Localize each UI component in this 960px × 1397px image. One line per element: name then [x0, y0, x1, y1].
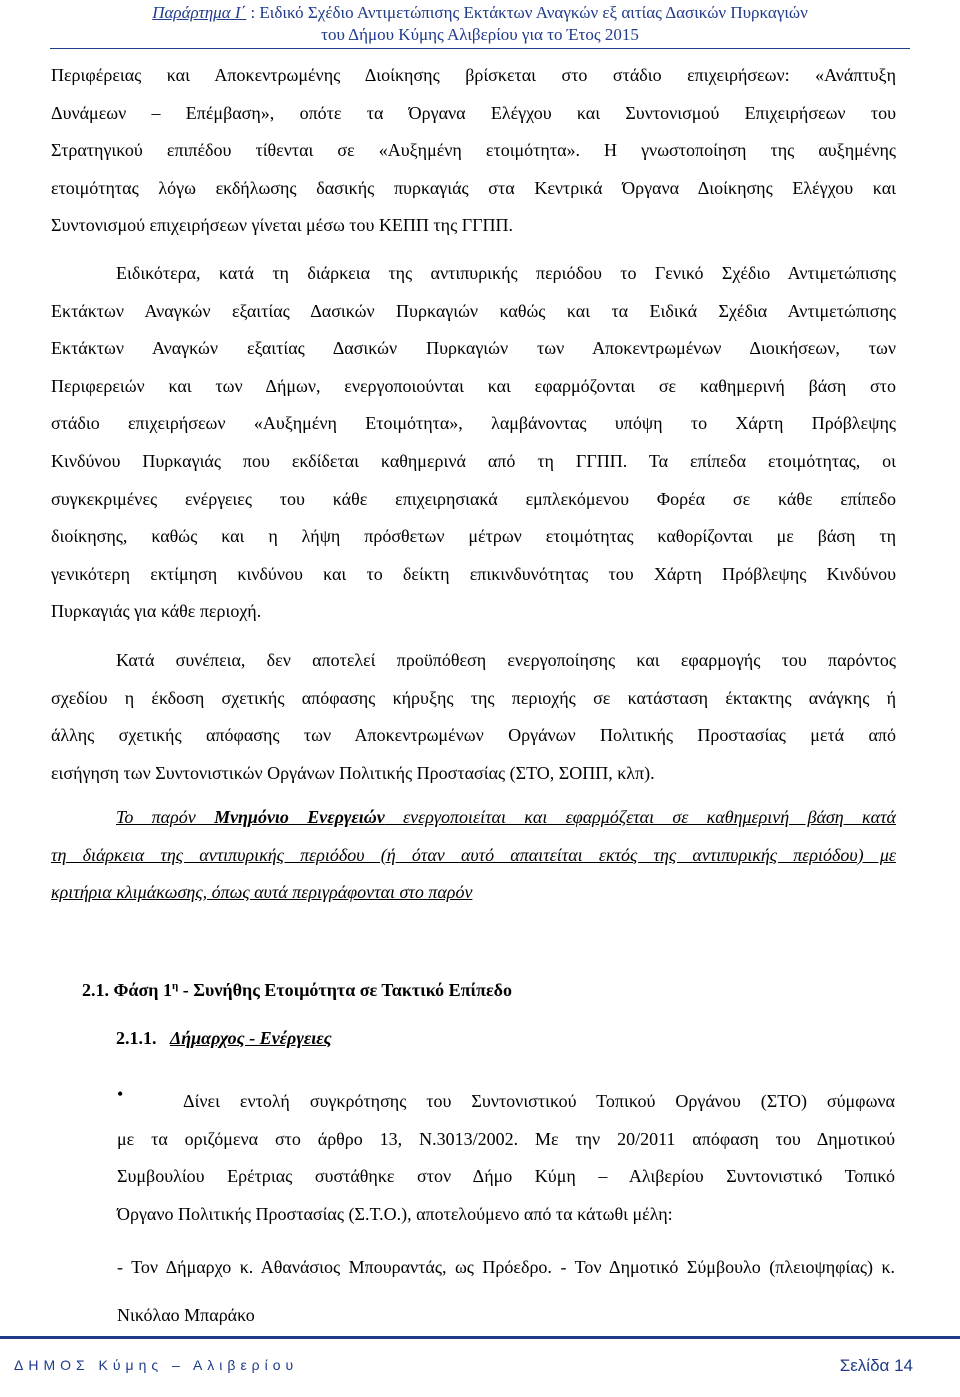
p4-emphasis: Μνημόνιο Ενεργειών [214, 807, 385, 827]
footer-divider [0, 1336, 960, 1339]
section-number: 2.1. [82, 980, 109, 1000]
section-title-start: Φάση 1 [109, 980, 172, 1000]
bullet-icon: • [117, 1084, 124, 1104]
p1-line: Συντονισμού επιχειρήσεων γίνεται μέσω του ΚΕΠΠ της ΓΓΠΠ. [51, 215, 514, 236]
section-title-sup: η [171, 980, 179, 992]
header-subtitle: του Δήμου Κύμης Αλιβερίου για το Έτος 2015 [321, 25, 639, 44]
p4-line [51, 799, 896, 837]
subsection-number: 2.1.1. [116, 1028, 157, 1048]
p3-line: σχεδίου η έκδοση σχετικής απόφασης κήρυξης της περιοχής σε κατάσταση έκτακτης ανάγκης ή [51, 687, 896, 708]
p1-line: ετοιμότητας λόγω εκδήλωσης δασικής πυρκαγιάς στα Κεντρικά Όργανα Διοίκησης Ελέγχου και [51, 177, 896, 198]
bullet-line: Συμβουλίου Ερέτριας συστάθηκε στον Δήμο Κύμη – Αλιβερίου Συντονιστικό Τοπικό [117, 1166, 895, 1187]
subsection-heading [116, 1028, 332, 1049]
header-annex-label: Παράρτημα Ι΄ [152, 3, 247, 22]
p2-line: στάδιο επιχειρήσεων «Αυξημένη Ετοιμότητα», λαμβάνοντας υπόψη το Χάρτη Πρόβλεψης [51, 413, 896, 434]
p1-line: Περιφέρειας και Αποκεντρωμένης Διοίκησης βρίσκεται στο στάδιο επιχειρήσεων: «Ανάπτυξη [51, 65, 896, 85]
footer-municipality: ΔΗΜΟΣ Κύμης – Αλιβερίου [14, 1357, 299, 1373]
p2-line: Εκτάκτων Αναγκών εξαιτίας Δασικών Πυρκαγιών καθώς και τα Ειδικά Σχέδια Αντιμετώπισης [51, 300, 896, 321]
paragraph-4 [51, 799, 896, 912]
p1-line: Στρατηγικού επιπέδου τίθενται σε «Αυξημένη ετοιμότητα». Η γνωστοποίηση της αυξημένης [51, 140, 896, 161]
paragraph-3 [51, 642, 896, 792]
p2-line: Εκτάκτων Αναγκών εξαιτίας Δασικών Πυρκαγιών των Αποκεντρωμένων Διοικήσεων, των [51, 338, 896, 359]
p4-text: Το παρόν [116, 807, 215, 827]
member-item: - Τον Δήμαρχο κ. Αθανάσιος Μπουραντάς, ως Πρόεδρο. [117, 1257, 552, 1277]
page-number: Σελίδα 14 [839, 1356, 913, 1375]
bullet-line: με τα οριζόμενα στο άρθρο 13, Ν.3013/2002. Με την 20/2011 απόφαση του Δημοτικού [117, 1128, 895, 1149]
section-title-end: - Συνήθης Ετοιμότητα σε Τακτικό Επίπεδο [178, 980, 513, 1000]
p2-line: Περιφερειών και των Δήμων, ενεργοποιούνται και εφαρμόζονται σε καθημερινή βάση στο [51, 375, 896, 396]
p3-line: άλλης σχετικής απόφασης των Αποκεντρωμένων Οργάνων Πολιτικής Προστασίας μετά από [51, 725, 896, 746]
p2-line: συγκεκριμένες ενέργειες του κάθε επιχειρησιακά εμπλεκόμενου Φορέα σε κάθε επίπεδο [51, 488, 896, 509]
p4-line: κριτήρια κλιμάκωσης, όπως αυτά περιγράφονται στο παρόν [51, 882, 473, 903]
section-heading [82, 980, 512, 1001]
p3-line: Κατά συνέπεια, δεν αποτελεί προϋπόθεση ενεργοποίησης και εφαρμογής του παρόντος [116, 650, 896, 670]
p4-text: ενεργοποιείται και εφαρμόζεται σε καθημερινή βάση κατά [384, 807, 896, 827]
bullet-paragraph [117, 1083, 895, 1233]
header-title: : Ειδικό Σχέδιο Αντιμετώπισης Εκτάκτων Αναγκών εξ αιτίας Δασικών Πυρκαγιών [246, 3, 808, 22]
p3-line: εισήγηση των Συντονιστικών Οργάνων Πολιτικής Προστασίας (ΣΤΟ, ΣΟΠΠ, κλπ). [51, 762, 655, 783]
member-item: - Τον Δημοτικό Σύμβουλο (πλειοψηφίας) κ. Νικόλαο Μπαράκο [117, 1257, 896, 1325]
paragraph-1 [51, 57, 896, 245]
subsection-title: Δήμαρχος - Ενέργειες [170, 1028, 332, 1048]
bullet-line: Όργανο Πολιτικής Προστασίας (Σ.Τ.Ο.), αποτελούμενο από τα κάτωθι μέλη: [117, 1203, 673, 1224]
p2-line: διοίκησης, καθώς και η λήψη πρόσθετων μέτρων ετοιμότητας καθορίζονται με βάση τη [51, 526, 896, 547]
p1-line: Δυνάμεων – Επέμβαση», οπότε τα Όργανα Ελέγχου και Συντονισμού Επιχειρήσεων του [51, 102, 896, 123]
p2-line: Κινδύνου Πυρκαγιάς που εκδίδεται καθημερινά από τη ΓΓΠΠ. Τα επίπεδα ετοιμότητας, οι [51, 450, 896, 471]
p2-line: Πυρκαγιάς για κάθε περιοχή. [51, 601, 262, 622]
page-header [0, 2, 960, 46]
paragraph-2 [51, 255, 896, 631]
header-title-line [0, 2, 960, 24]
members-list [117, 1243, 895, 1339]
bullet-line: Δίνει εντολή συγκρότησης του Συντονιστικού Τοπικού Οργάνου (ΣΤΟ) σύμφωνα [183, 1091, 895, 1111]
p4-line: τη διάρκεια της αντιπυρικής περιόδου (ή όταν αυτό απαιτείται εκτός της αντιπυρικής περιόδου) με [51, 844, 896, 865]
header-divider [50, 48, 910, 49]
p2-line: Ειδικότερα, κατά τη διάρκεια της αντιπυρικής περιόδου το Γενικό Σχέδιο Αντιμετώπισης [116, 263, 896, 283]
p2-line: γενικότερη εκτίμηση κινδύνου και το δείκτη επικινδυνότητας του Χάρτη Πρόβλεψης Κινδύνου [51, 563, 896, 584]
